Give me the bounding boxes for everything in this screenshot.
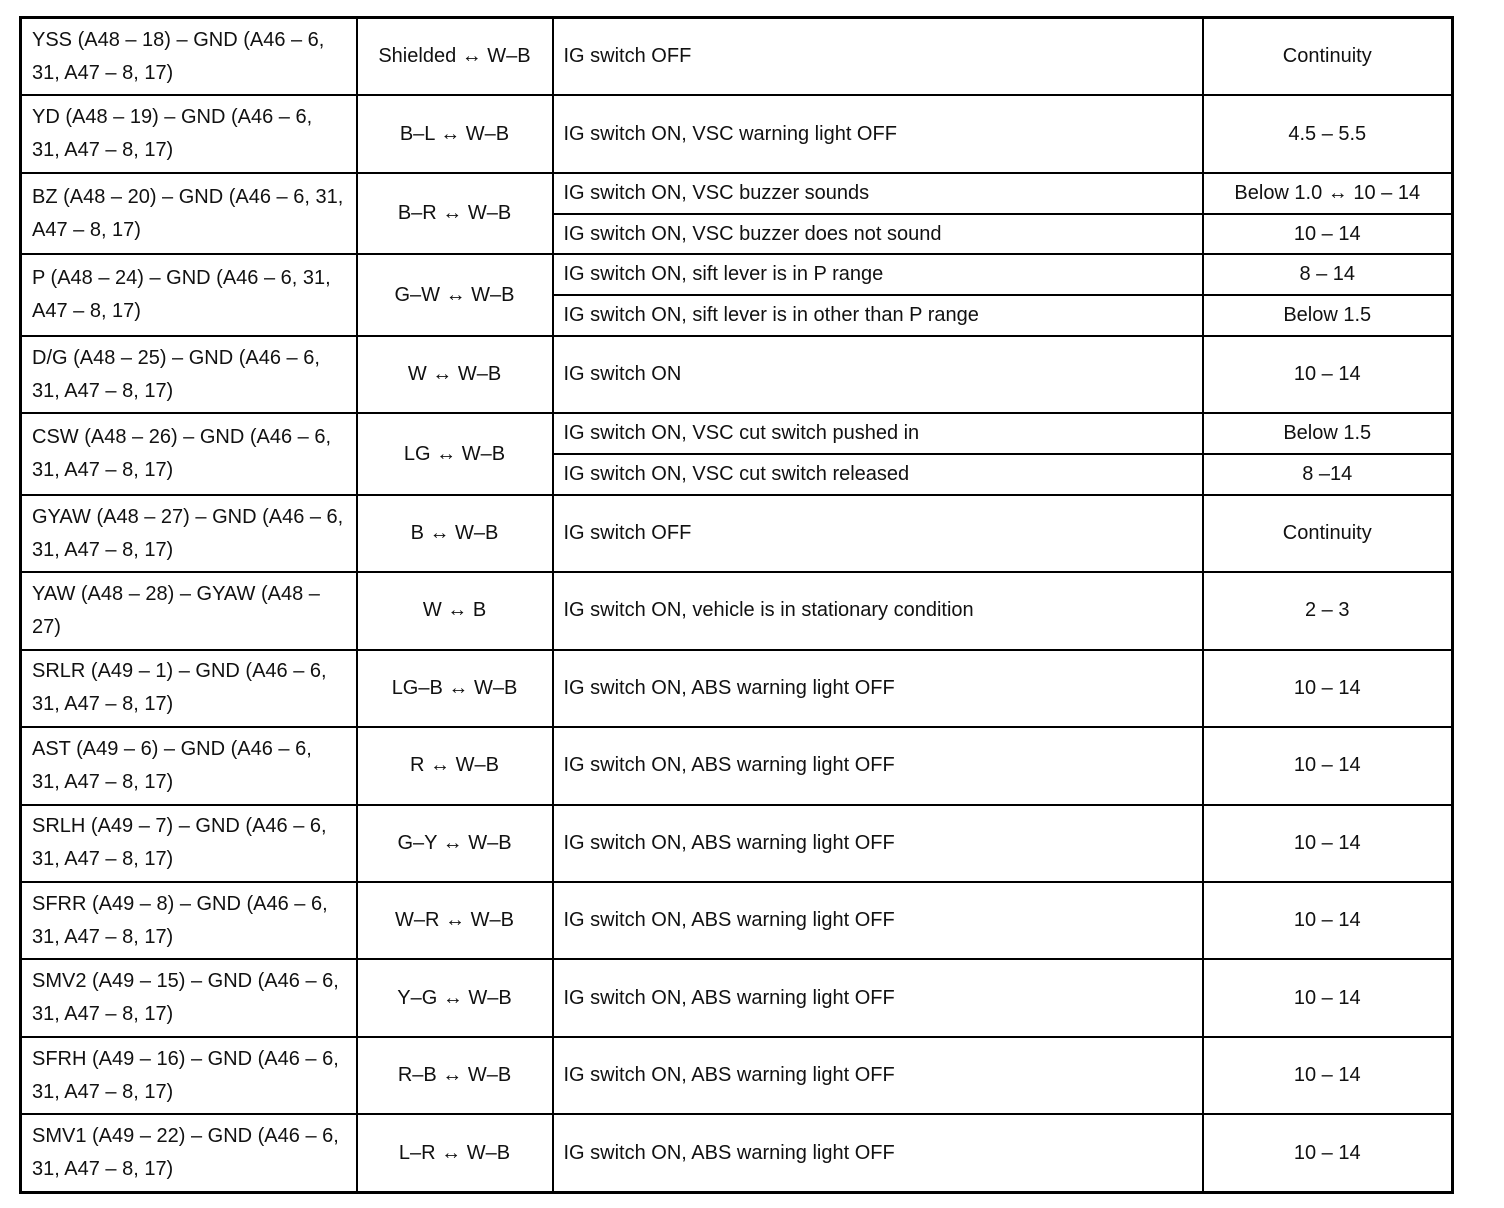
- specified-value-cell: Below 1.5: [1203, 295, 1453, 336]
- terminal-spec-table: [19, 16, 1454, 1194]
- table-row: [21, 650, 1453, 727]
- wire-color-cell: LG–B ↔ W–B: [357, 650, 553, 727]
- condition-cell: IG switch ON, ABS warning light OFF: [553, 727, 1203, 804]
- specified-value-cell: 10 – 14: [1203, 959, 1453, 1036]
- specified-value-cell: 10 – 14: [1203, 336, 1453, 413]
- table-row: [21, 336, 1453, 413]
- table-row: [21, 95, 1453, 172]
- condition-cell: IG switch ON, VSC buzzer does not sound: [553, 214, 1203, 255]
- table-row: [21, 727, 1453, 804]
- specified-value-cell: 2 – 3: [1203, 572, 1453, 649]
- specified-value-cell: Below 1.5: [1203, 413, 1453, 454]
- condition-cell: IG switch ON, sift lever is in other than P range: [553, 295, 1203, 336]
- terminal-cell: CSW (A48 – 26) – GND (A46 – 6, 31, A47 – 8, 17): [21, 413, 357, 495]
- specified-value-cell: Continuity: [1203, 18, 1453, 96]
- specified-value-cell: 8 –14: [1203, 454, 1453, 495]
- condition-cell: IG switch ON: [553, 336, 1203, 413]
- terminal-cell: SRLR (A49 – 1) – GND (A46 – 6, 31, A47 – 8, 17): [21, 650, 357, 727]
- condition-cell: IG switch ON, vehicle is in stationary condition: [553, 572, 1203, 649]
- specified-value-cell: 10 – 14: [1203, 650, 1453, 727]
- table-row: [21, 1037, 1453, 1114]
- specified-value-cell: 8 – 14: [1203, 254, 1453, 295]
- terminal-cell: AST (A49 – 6) – GND (A46 – 6, 31, A47 – 8, 17): [21, 727, 357, 804]
- condition-cell: IG switch ON, VSC cut switch released: [553, 454, 1203, 495]
- table-row: [21, 882, 1453, 959]
- specified-value-cell: 10 – 14: [1203, 882, 1453, 959]
- terminal-cell: BZ (A48 – 20) – GND (A46 – 6, 31, A47 – 8, 17): [21, 173, 357, 255]
- terminal-cell: SMV2 (A49 – 15) – GND (A46 – 6, 31, A47 – 8, 17): [21, 959, 357, 1036]
- table-row: [21, 413, 1453, 454]
- terminal-cell: SFRH (A49 – 16) – GND (A46 – 6, 31, A47 – 8, 17): [21, 1037, 357, 1114]
- wire-color-cell: B ↔ W–B: [357, 495, 553, 572]
- condition-cell: IG switch ON, sift lever is in P range: [553, 254, 1203, 295]
- specified-value-cell: Continuity: [1203, 495, 1453, 572]
- terminal-cell: YSS (A48 – 18) – GND (A46 – 6, 31, A47 – 8, 17): [21, 18, 357, 96]
- wire-color-cell: G–W ↔ W–B: [357, 254, 553, 336]
- condition-cell: IG switch ON, VSC buzzer sounds: [553, 173, 1203, 214]
- table-row: [21, 18, 1453, 96]
- condition-cell: IG switch OFF: [553, 495, 1203, 572]
- wire-color-cell: G–Y ↔ W–B: [357, 805, 553, 882]
- table-row: [21, 805, 1453, 882]
- specified-value-cell: 10 – 14: [1203, 805, 1453, 882]
- specified-value-cell: 10 – 14: [1203, 1037, 1453, 1114]
- terminal-cell: GYAW (A48 – 27) – GND (A46 – 6, 31, A47 – 8, 17): [21, 495, 357, 572]
- terminal-cell: P (A48 – 24) – GND (A46 – 6, 31, A47 – 8, 17): [21, 254, 357, 336]
- wire-color-cell: W ↔ B: [357, 572, 553, 649]
- condition-cell: IG switch ON, VSC warning light OFF: [553, 95, 1203, 172]
- wire-color-cell: LG ↔ W–B: [357, 413, 553, 495]
- terminal-cell: D/G (A48 – 25) – GND (A46 – 6, 31, A47 – 8, 17): [21, 336, 357, 413]
- table-body: [21, 18, 1453, 1193]
- condition-cell: IG switch ON, ABS warning light OFF: [553, 650, 1203, 727]
- terminal-cell: SMV1 (A49 – 22) – GND (A46 – 6, 31, A47 – 8, 17): [21, 1114, 357, 1192]
- specified-value-cell: Below 1.0 ↔ 10 – 14: [1203, 173, 1453, 214]
- terminal-cell: YD (A48 – 19) – GND (A46 – 6, 31, A47 – 8, 17): [21, 95, 357, 172]
- table-row: [21, 173, 1453, 214]
- terminal-cell: YAW (A48 – 28) – GYAW (A48 – 27): [21, 572, 357, 649]
- wire-color-cell: Y–G ↔ W–B: [357, 959, 553, 1036]
- table-row: [21, 495, 1453, 572]
- specified-value-cell: 10 – 14: [1203, 1114, 1453, 1192]
- condition-cell: IG switch ON, ABS warning light OFF: [553, 1114, 1203, 1192]
- terminal-cell: SFRR (A49 – 8) – GND (A46 – 6, 31, A47 – 8, 17): [21, 882, 357, 959]
- condition-cell: IG switch OFF: [553, 18, 1203, 96]
- wire-color-cell: B–L ↔ W–B: [357, 95, 553, 172]
- wire-color-cell: W–R ↔ W–B: [357, 882, 553, 959]
- specified-value-cell: 4.5 – 5.5: [1203, 95, 1453, 172]
- table-row: [21, 959, 1453, 1036]
- wire-color-cell: W ↔ W–B: [357, 336, 553, 413]
- specified-value-cell: 10 – 14: [1203, 214, 1453, 255]
- wire-color-cell: L–R ↔ W–B: [357, 1114, 553, 1192]
- table-row: [21, 1114, 1453, 1192]
- condition-cell: IG switch ON, ABS warning light OFF: [553, 959, 1203, 1036]
- wire-color-cell: R ↔ W–B: [357, 727, 553, 804]
- specified-value-cell: 10 – 14: [1203, 727, 1453, 804]
- condition-cell: IG switch ON, ABS warning light OFF: [553, 882, 1203, 959]
- terminal-cell: SRLH (A49 – 7) – GND (A46 – 6, 31, A47 – 8, 17): [21, 805, 357, 882]
- table-row: [21, 572, 1453, 649]
- wire-color-cell: Shielded ↔ W–B: [357, 18, 553, 96]
- wire-color-cell: B–R ↔ W–B: [357, 173, 553, 255]
- condition-cell: IG switch ON, ABS warning light OFF: [553, 805, 1203, 882]
- condition-cell: IG switch ON, VSC cut switch pushed in: [553, 413, 1203, 454]
- wire-color-cell: R–B ↔ W–B: [357, 1037, 553, 1114]
- table-row: [21, 254, 1453, 295]
- condition-cell: IG switch ON, ABS warning light OFF: [553, 1037, 1203, 1114]
